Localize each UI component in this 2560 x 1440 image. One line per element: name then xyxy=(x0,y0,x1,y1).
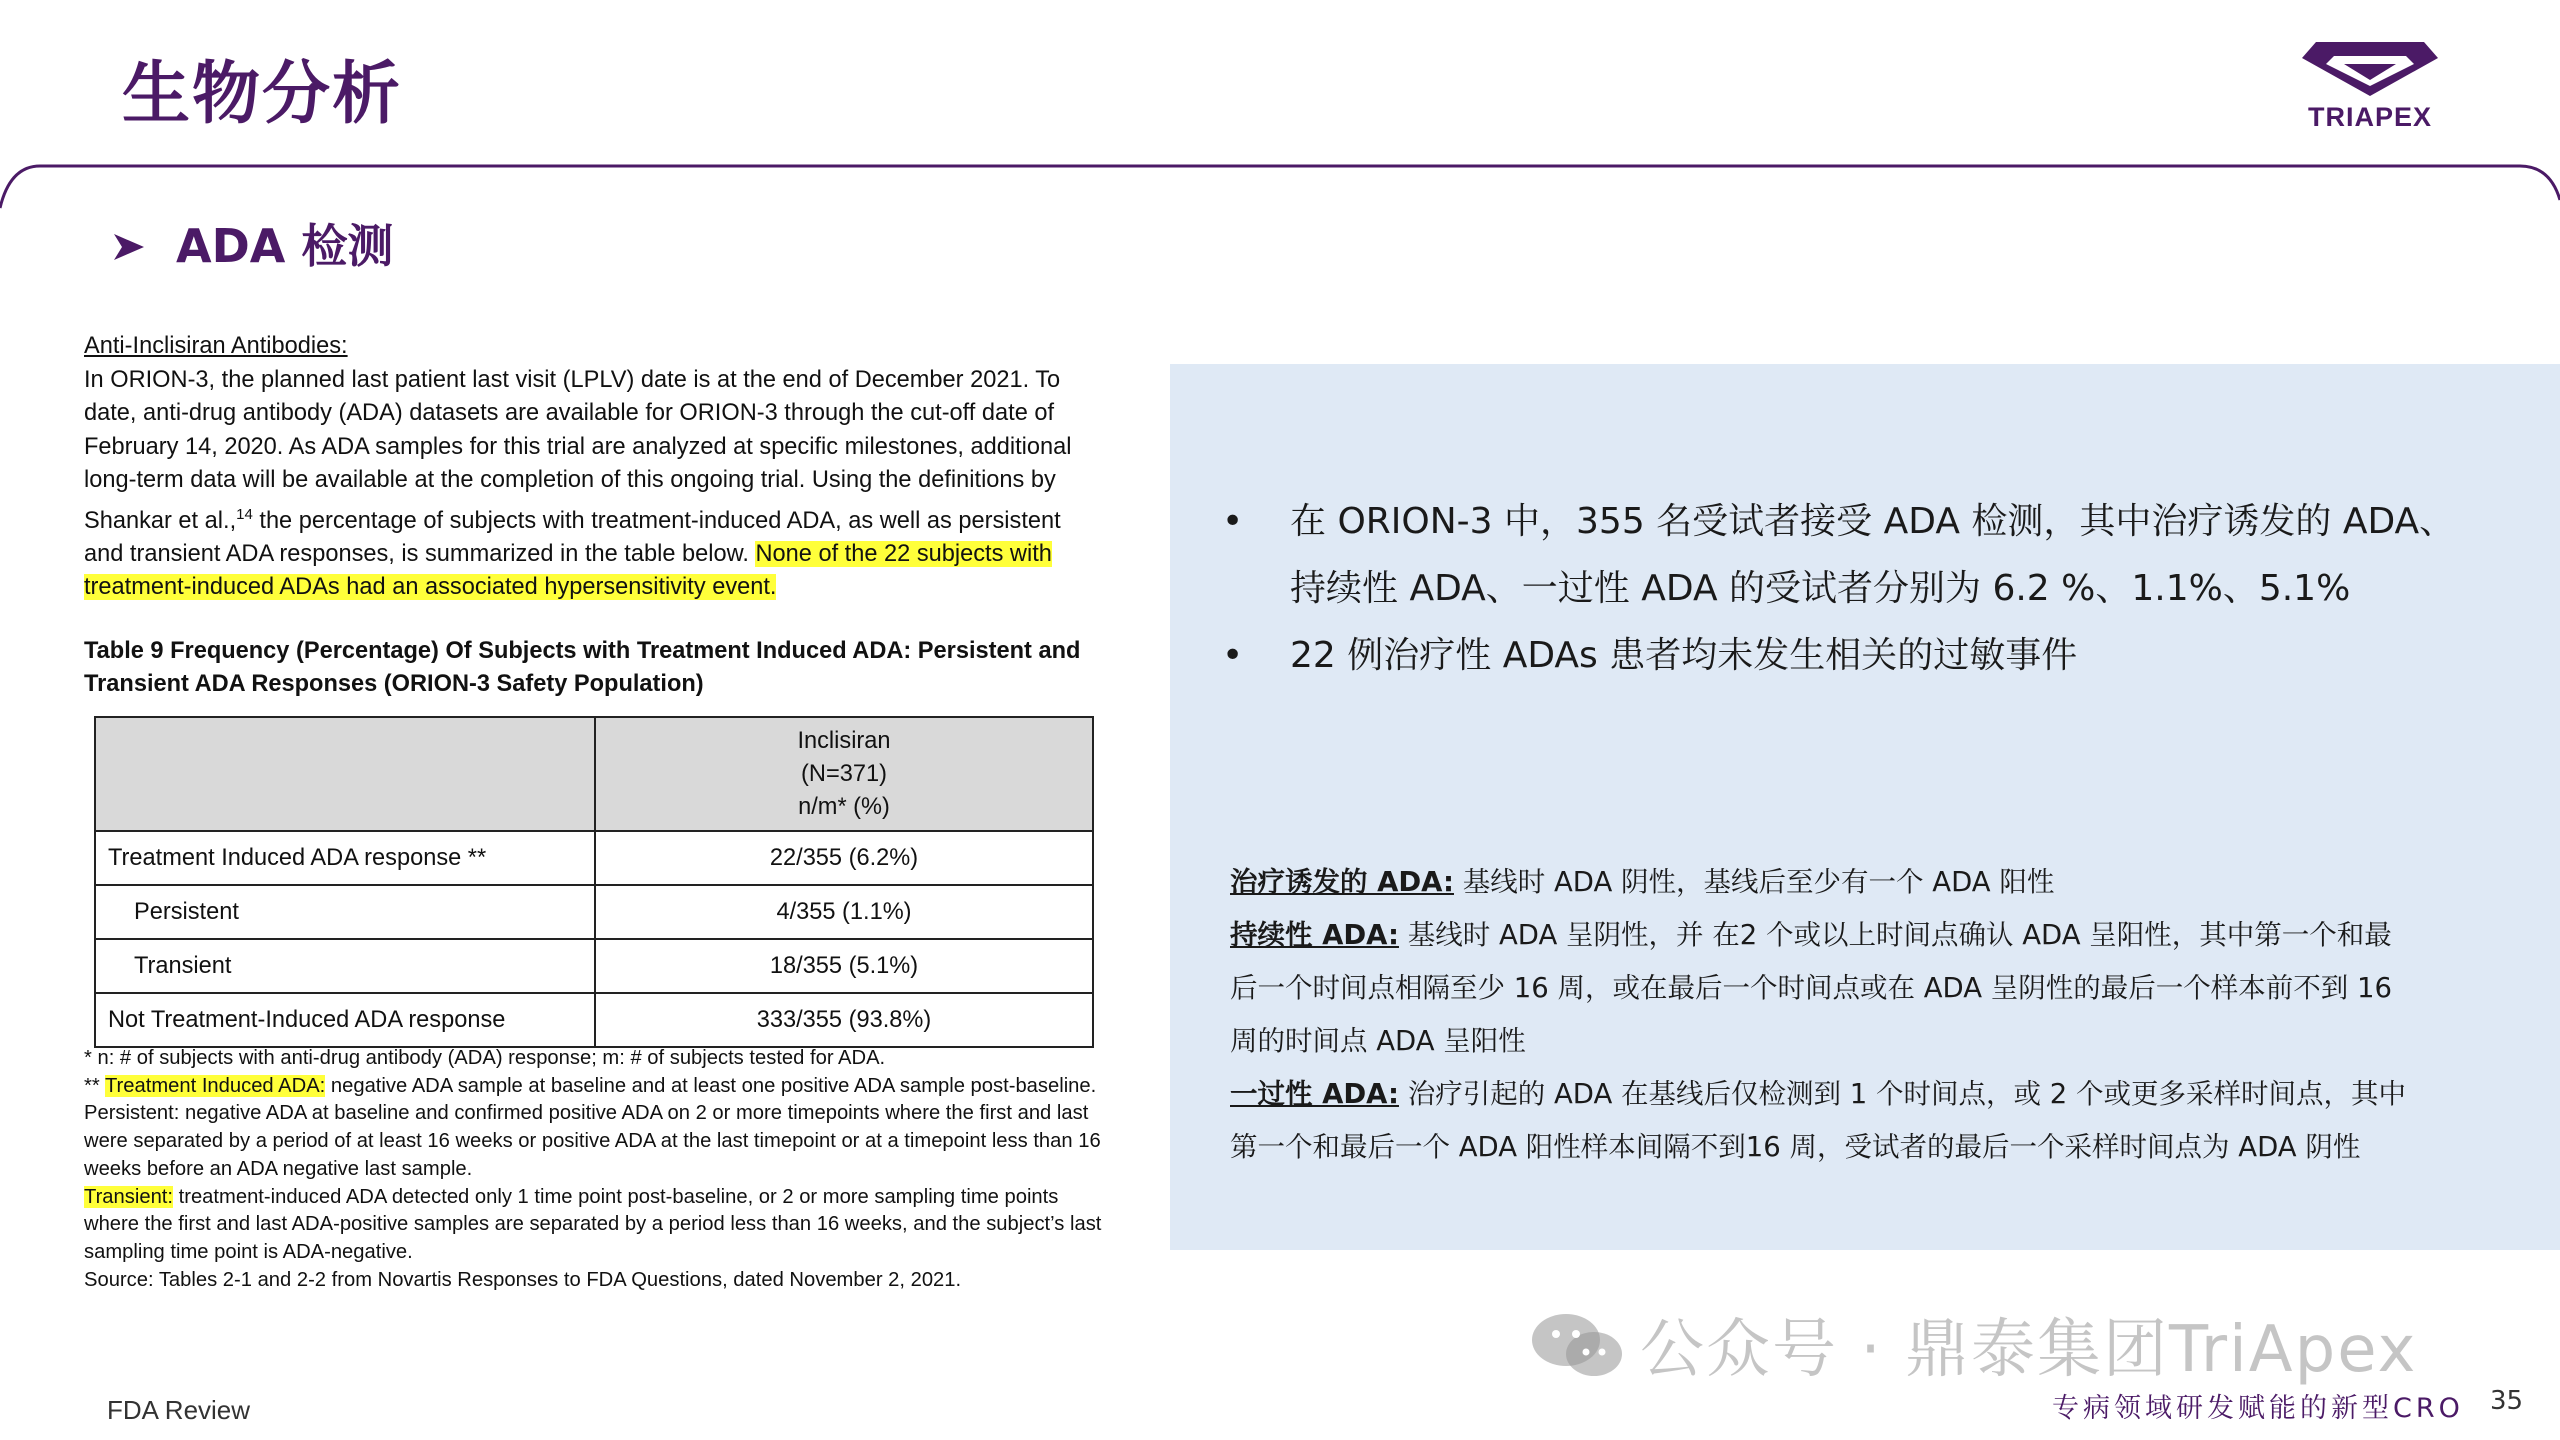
excerpt-line: date, anti-drug antibody (ADA) datasets are available for ORION-3 through the cut-off date of xyxy=(84,400,1055,426)
definition-term: 治疗诱发的 ADA: xyxy=(1230,866,1454,898)
excerpt-line: In ORION-3, the planned last patient last visit (LPLV) date is at the end of December 2021. To xyxy=(84,366,1061,393)
table-footnotes xyxy=(84,1045,1164,1294)
excerpt-line xyxy=(84,571,1164,605)
excerpt-line: and transient ADA responses, is summarized in the table below. None of the 22 subjects with xyxy=(84,540,1052,567)
excerpt-line: long-term data will be available at the completion of this ongoing trial. Using the definitions by xyxy=(84,467,1056,493)
watermark-text: 公众号 · 鼎泰集团TriApex xyxy=(1640,1313,2418,1387)
row-label: Transient xyxy=(95,939,595,993)
page-number: 35 xyxy=(2490,1386,2524,1416)
row-value: 4/355 (1.1%) xyxy=(595,885,1093,939)
row-label: Not Treatment-Induced ADA response xyxy=(95,993,595,1047)
footnote: Transient: treatment-induced ADA detected only 1 time point post-baseline, or 2 or more sampling time points xyxy=(84,1185,1059,1208)
footnote: ** Treatment Induced ADA: negative ADA sample at baseline and at least one positive ADA sample post-baseline. xyxy=(84,1074,1097,1097)
highlighted-text: treatment-induced ADAs had an associated hypersensitivity event. xyxy=(84,574,777,601)
definition-item: 治疗诱发的 ADA: 基线时 ADA 阴性，基线后至少有一个 ADA 阳性 xyxy=(1230,866,2055,898)
table-row xyxy=(95,831,1093,885)
page-title: 生物分析 xyxy=(122,55,403,134)
row-value: 22/355 (6.2%) xyxy=(595,831,1093,885)
table-row xyxy=(95,993,1093,1047)
triapex-logo xyxy=(2286,36,2454,136)
footnote: Persistent: negative ADA at baseline and confirmed positive ADA on 2 or more timepoints where the first and last xyxy=(84,1102,1089,1125)
highlighted-text: None of the 22 subjects with xyxy=(755,540,1052,567)
summary-bullets xyxy=(1222,488,2522,689)
footnote: weeks before an ADA negative last sample. xyxy=(84,1157,473,1180)
footnote: where the first and last ADA-positive samples are separated by a period less than 16 weeks, and the subject’s last xyxy=(84,1213,1102,1236)
document-excerpt xyxy=(84,330,1164,701)
row-value: 333/355 (93.8%) xyxy=(595,993,1093,1047)
bullet-dot: • xyxy=(1222,635,1244,676)
section-heading xyxy=(110,210,393,276)
footnote: sampling time point is ADA-negative. xyxy=(84,1240,413,1263)
table-row xyxy=(95,885,1093,939)
definition-term: 持续性 ADA: xyxy=(1230,919,1399,951)
citation-superscript: 14 xyxy=(236,505,253,523)
ada-table xyxy=(94,716,1094,1048)
table-row xyxy=(95,939,1093,993)
bullet-item: • 在 ORION-3 中，355 名受试者接受 ADA 检测，其中治疗诱发的 ADA、 持续性 ADA、一过性 ADA 的受试者分别为 6.2 %、1.1%、5.1% xyxy=(1222,488,2522,622)
arrow-bullet-icon xyxy=(110,219,160,273)
wechat-icon xyxy=(1528,1310,1628,1396)
section-heading-text: ADA 检测 xyxy=(176,219,394,273)
table-header-empty xyxy=(95,717,595,831)
triapex-logo-icon xyxy=(2286,36,2454,106)
definitions xyxy=(1230,856,2500,1174)
table-caption: Table 9 Frequency (Percentage) Of Subjects with Treatment Induced ADA: Persistent and Transient ADA Responses (ORION-3 Safety Population) xyxy=(84,637,1081,697)
source-label: FDA Review xyxy=(107,1395,251,1425)
watermark xyxy=(1528,1298,2417,1396)
footnote: Source: Tables 2-1 and 2-2 from Novartis Responses to FDA Questions, dated November 2, 2021. xyxy=(84,1268,962,1291)
table-header-cell: Inclisiran (N=371) n/m* (%) xyxy=(595,717,1093,831)
excerpt-heading: Anti-Inclisiran Antibodies: xyxy=(84,333,348,359)
logo-text: TRIAPEX xyxy=(2307,102,2433,132)
row-label: Treatment Induced ADA response ** xyxy=(95,831,595,885)
footnote: * n: # of subjects with anti-drug antibody (ADA) response; m: # of subjects tested for ADA. xyxy=(84,1047,886,1069)
definition-line: 周的时间点 ADA 呈阳性 xyxy=(1230,1025,1526,1057)
table-header-row xyxy=(95,717,1093,831)
footnote: were separated by a period of at least 16 weeks or positive ADA at the last timepoint or at a timepoint less than 16 xyxy=(84,1130,1101,1153)
bullet-dot: • xyxy=(1222,501,1244,542)
definition-term: 一过性 ADA: xyxy=(1230,1078,1399,1110)
excerpt-line: February 14, 2020. As ADA samples for this trial are analyzed at specific milestones, additional xyxy=(84,433,1072,460)
definition-item: 持续性 ADA: 基线时 ADA 呈阴性，并 在2 个或以上时间点确认 ADA 呈阳性，其中第一个和最 xyxy=(1230,919,2392,951)
excerpt-line: Shankar et al.,$^{14}$ the percentage of subjects with treatment-induced ADA, as well as persistent xyxy=(84,505,1061,534)
row-value: 18/355 (5.1%) xyxy=(595,939,1093,993)
definition-line: 第一个和最后一个 ADA 阳性样本间隔不到16 周，受试者的最后一个采样时间点为 ADA 阴性 xyxy=(1230,1131,2361,1163)
tagline: 专病领域研发赋能的新型CRO xyxy=(2052,1393,2464,1424)
bullet-item: • 22 例治疗性 ADAs 患者均未发生相关的过敏事件 xyxy=(1222,622,2522,689)
definition-item: 一过性 ADA: 治疗引起的 ADA 在基线后仅检测到 1 个时间点，或 2 个或更多采样时间点，其中 xyxy=(1230,1078,2406,1110)
definition-line: 后一个时间点相隔至少 16 周，或在最后一个时间点或在 ADA 呈阴性的最后一个样本前不到 16 xyxy=(1230,972,2393,1004)
row-label: Persistent xyxy=(95,885,595,939)
